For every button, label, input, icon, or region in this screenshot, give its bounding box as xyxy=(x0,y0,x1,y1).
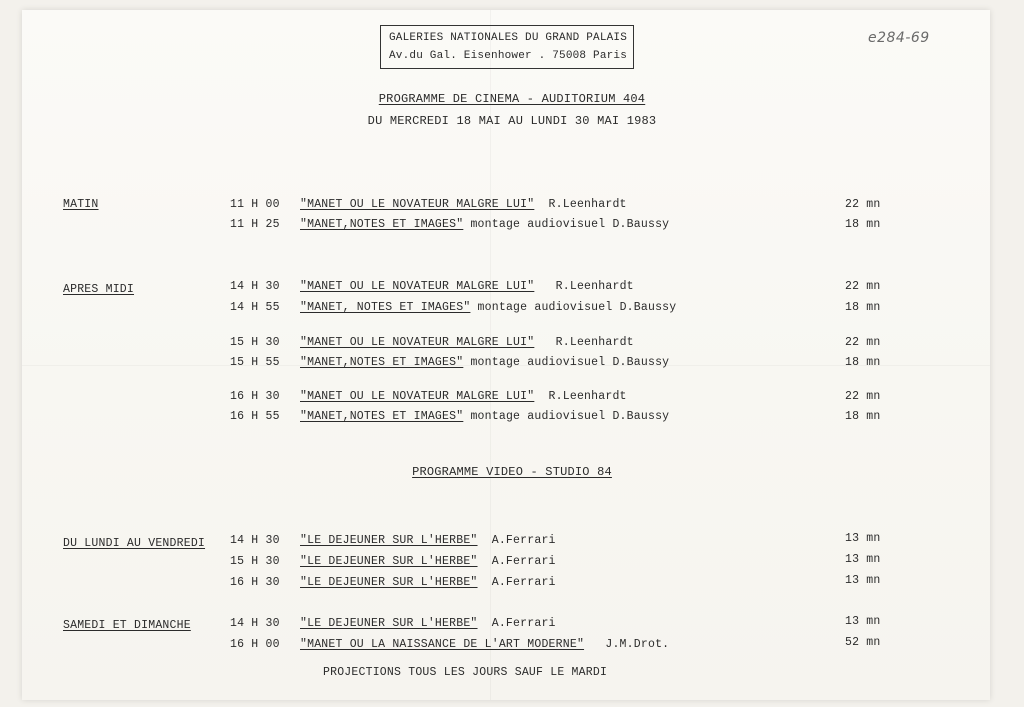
screening-time: 15 H 30 xyxy=(230,336,280,349)
screening-entry xyxy=(300,336,634,349)
film-duration: 13 mn xyxy=(845,553,881,566)
film-title: "LE DEJEUNER SUR L'HERBE" xyxy=(300,555,478,568)
film-duration: 22 mn xyxy=(845,280,881,293)
film-duration: 18 mn xyxy=(845,301,881,314)
screening-entry xyxy=(300,576,556,589)
screening-time: 14 H 30 xyxy=(230,280,280,293)
film-duration: 13 mn xyxy=(845,615,881,628)
film-duration: 22 mn xyxy=(845,336,881,349)
screening-time: 14 H 55 xyxy=(230,301,280,314)
film-credit: montage audiovisuel D.Baussy xyxy=(470,356,670,369)
screening-time: 16 H 00 xyxy=(230,638,280,651)
film-duration: 18 mn xyxy=(845,218,881,231)
film-credit: A.Ferrari xyxy=(491,555,556,568)
film-title: "MANET OU LE NOVATEUR MALGRE LUI" xyxy=(300,198,535,211)
film-credit: R.Leenhardt xyxy=(555,336,634,349)
screening-time: 14 H 30 xyxy=(230,617,280,630)
screening-entry xyxy=(300,198,627,211)
screening-entry xyxy=(300,390,627,403)
film-credit: montage audiovisuel D.Baussy xyxy=(470,410,670,423)
institution-address: Av.du Gal. Eisenhower . 75008 Paris xyxy=(389,50,628,62)
film-title: "MANET OU LE NOVATEUR MALGRE LUI" xyxy=(300,390,535,403)
institution-header xyxy=(380,25,634,69)
screening-time: 11 H 00 xyxy=(230,198,280,211)
archive-reference: e284-69 xyxy=(868,30,930,46)
film-title: "MANET OU LA NAISSANCE DE L'ART MODERNE" xyxy=(300,638,585,651)
screening-time: 11 H 25 xyxy=(230,218,280,231)
film-credit: A.Ferrari xyxy=(491,576,556,589)
screening-entry xyxy=(300,410,669,423)
screening-entry xyxy=(300,534,556,547)
film-credit: J.M.Drot. xyxy=(605,638,670,651)
film-title: "LE DEJEUNER SUR L'HERBE" xyxy=(300,576,478,589)
footer-note: PROJECTIONS TOUS LES JOURS SAUF LE MARDI xyxy=(323,666,608,679)
film-title: "MANET, NOTES ET IMAGES" xyxy=(300,301,471,314)
video-title: PROGRAMME VIDEO - STUDIO 84 xyxy=(412,465,612,479)
section-label-apres-midi: APRES MIDI xyxy=(63,283,135,296)
film-duration: 18 mn xyxy=(845,410,881,423)
screening-entry xyxy=(300,218,669,231)
film-duration: 22 mn xyxy=(845,390,881,403)
film-credit: R.Leenhardt xyxy=(548,390,627,403)
screening-time: 14 H 30 xyxy=(230,534,280,547)
section-label-weekdays: DU LUNDI AU VENDREDI xyxy=(63,537,206,550)
film-duration: 22 mn xyxy=(845,198,881,211)
film-title: "MANET,NOTES ET IMAGES" xyxy=(300,356,464,369)
film-credit: A.Ferrari xyxy=(491,617,556,630)
film-title: "MANET,NOTES ET IMAGES" xyxy=(300,218,464,231)
film-title: "LE DEJEUNER SUR L'HERBE" xyxy=(300,617,478,630)
screening-entry xyxy=(300,280,634,293)
cinema-title: PROGRAMME DE CINEMA - AUDITORIUM 404 xyxy=(378,92,646,106)
screening-time: 15 H 30 xyxy=(230,555,280,568)
screening-entry xyxy=(300,301,676,314)
film-title: "LE DEJEUNER SUR L'HERBE" xyxy=(300,534,478,547)
film-title: "MANET OU LE NOVATEUR MALGRE LUI" xyxy=(300,336,535,349)
screening-time: 15 H 55 xyxy=(230,356,280,369)
film-duration: 52 mn xyxy=(845,636,881,649)
film-title: "MANET OU LE NOVATEUR MALGRE LUI" xyxy=(300,280,535,293)
film-title: "MANET,NOTES ET IMAGES" xyxy=(300,410,464,423)
film-duration: 13 mn xyxy=(845,532,881,545)
screening-time: 16 H 30 xyxy=(230,390,280,403)
institution-name: GALERIES NATIONALES DU GRAND PALAIS xyxy=(389,32,628,44)
film-credit: R.Leenhardt xyxy=(555,280,634,293)
cinema-dates: DU MERCREDI 18 MAI AU LUNDI 30 MAI 1983 xyxy=(367,114,657,128)
screening-time: 16 H 55 xyxy=(230,410,280,423)
film-credit: montage audiovisuel D.Baussy xyxy=(477,301,677,314)
film-credit: montage audiovisuel D.Baussy xyxy=(470,218,670,231)
screening-entry xyxy=(300,356,669,369)
film-credit: R.Leenhardt xyxy=(548,198,627,211)
film-duration: 13 mn xyxy=(845,574,881,587)
film-credit: A.Ferrari xyxy=(491,534,556,547)
screening-time: 16 H 30 xyxy=(230,576,280,589)
screening-entry xyxy=(300,638,669,651)
section-label-weekend: SAMEDI ET DIMANCHE xyxy=(63,619,191,632)
screening-entry xyxy=(300,617,556,630)
section-label-matin: MATIN xyxy=(63,198,99,211)
screening-entry xyxy=(300,555,556,568)
film-duration: 18 mn xyxy=(845,356,881,369)
